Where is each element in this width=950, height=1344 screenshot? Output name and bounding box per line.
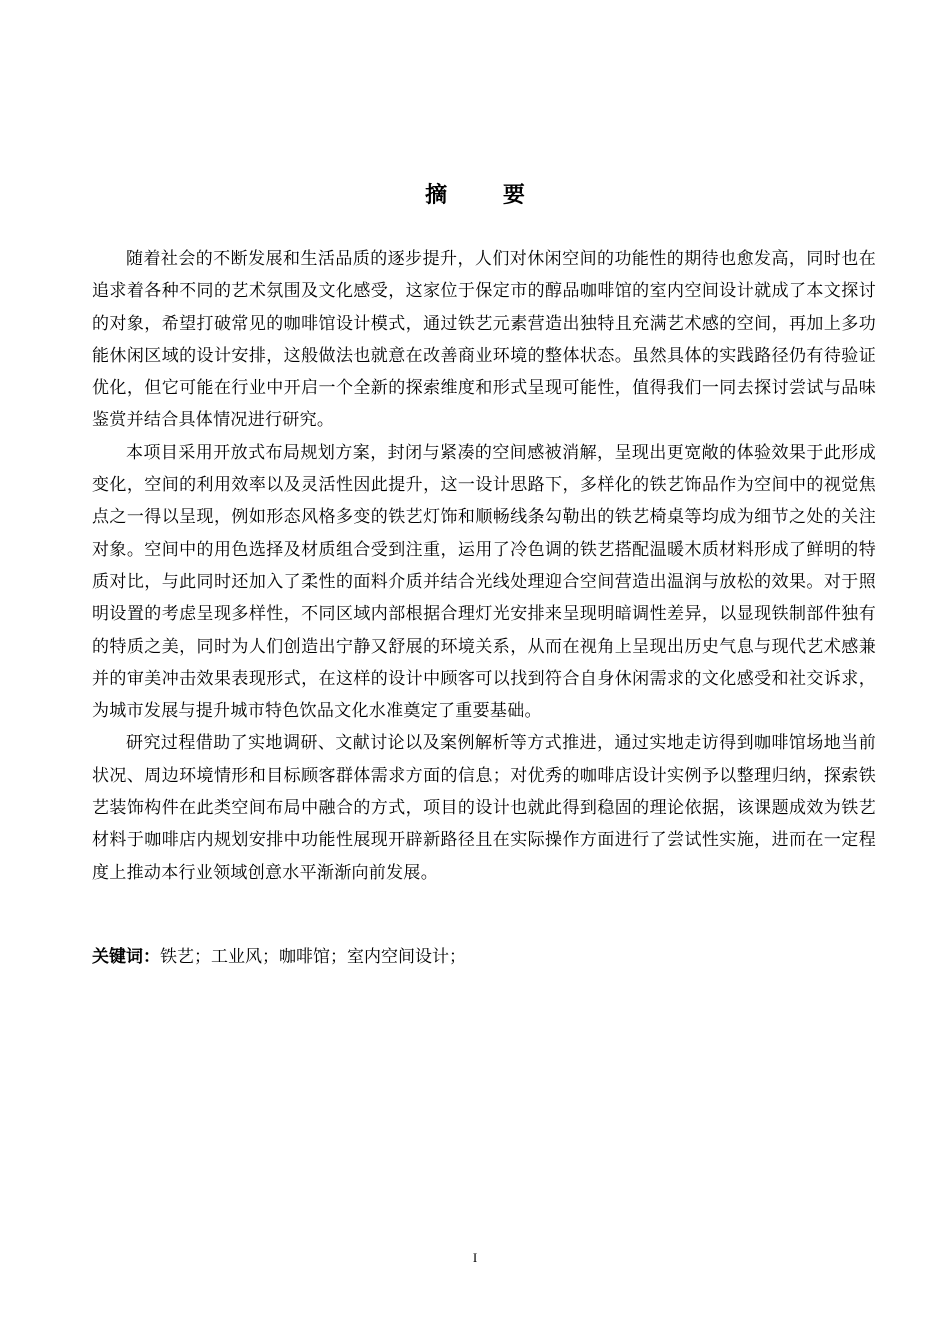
abstract-title: 摘 要 bbox=[425, 183, 549, 208]
abstract-paragraph-1: 随着社会的不断发展和生活品质的逐步提升，人们对休闲空间的功能性的期待也愈发高，同时也在追求着各种不同的艺术氛围及文化感受，这家位于保定市的醇品咖啡馆的室内空间设计就成了本文探讨的对象，希望打破常见的咖啡馆设计模式，通过铁艺元素营造出独特且充满艺术感的空间，再加上多功能休闲区域的设计安排，这般做法也就意在改善商业环境的整体状态。虽然具体的实践路径仍有待验证优化，但它可能在行业中开启一个全新的探索维度和形式呈现可能性，值得我们一同去探讨尝试与品味鉴赏并结合具体情况进行研究。 bbox=[92, 249, 876, 431]
keywords-text: 铁艺；工业风；咖啡馆；室内空间设计； bbox=[160, 947, 466, 967]
keywords-line bbox=[92, 941, 876, 973]
abstract-paragraph-2: 本项目采用开放式布局规划方案，封闭与紧凑的空间感被消解，呈现出更宽敞的体验效果于此形成变化，空间的利用效率以及灵活性因此提升，这一设计思路下，多样化的铁艺饰品作为空间中的视觉焦点之一得以呈现，例如形态风格多变的铁艺灯饰和顺畅线条勾勒出的铁艺椅桌等均成为细节之处的关注对象。空间中的用色选择及材质组合受到注重，运用了冷色调的铁艺搭配温暖木质材料形成了鲜明的特质对比，与此同时还加入了柔性的面料介质并结合光线处理迎合空间营造出温润与放松的效果。对于照明设置的考虑呈现多样性，不同区域内部根据合理灯光安排来呈现明暗调性差异，以显现铁制部件独有的特质之美，同时为人们创造出宁静又舒展的环境关系，从而在视角上呈现出历史气息与现代艺术感兼并的审美冲击效果表现形式，在这样的设计中顾客可以找到符合自身休闲需求的文化感受和社交诉求，为城市发展与提升城市特色饮品文化水准奠定了重要基础。 bbox=[92, 442, 876, 722]
abstract-body bbox=[92, 243, 876, 889]
keywords-label: 关键词： bbox=[92, 947, 160, 967]
abstract-paragraph-3: 研究过程借助了实地调研、文献讨论以及案例解析等方式推进，通过实地走访得到咖啡馆场地当前状况、周边环境情形和目标顾客群体需求方面的信息；对优秀的咖啡店设计实例予以整理归纳，探索铁艺装饰构件在此类空间布局中融合的方式，项目的设计也就此得到稳固的理论依据，该课题成效为铁艺材料于咖啡店内规划安排中功能性展现开辟新路径且在实际操作方面进行了尝试性实施，进而在一定程度上推动本行业领域创意水平渐渐向前发展。 bbox=[92, 733, 876, 883]
page-number: I bbox=[472, 1250, 478, 1265]
